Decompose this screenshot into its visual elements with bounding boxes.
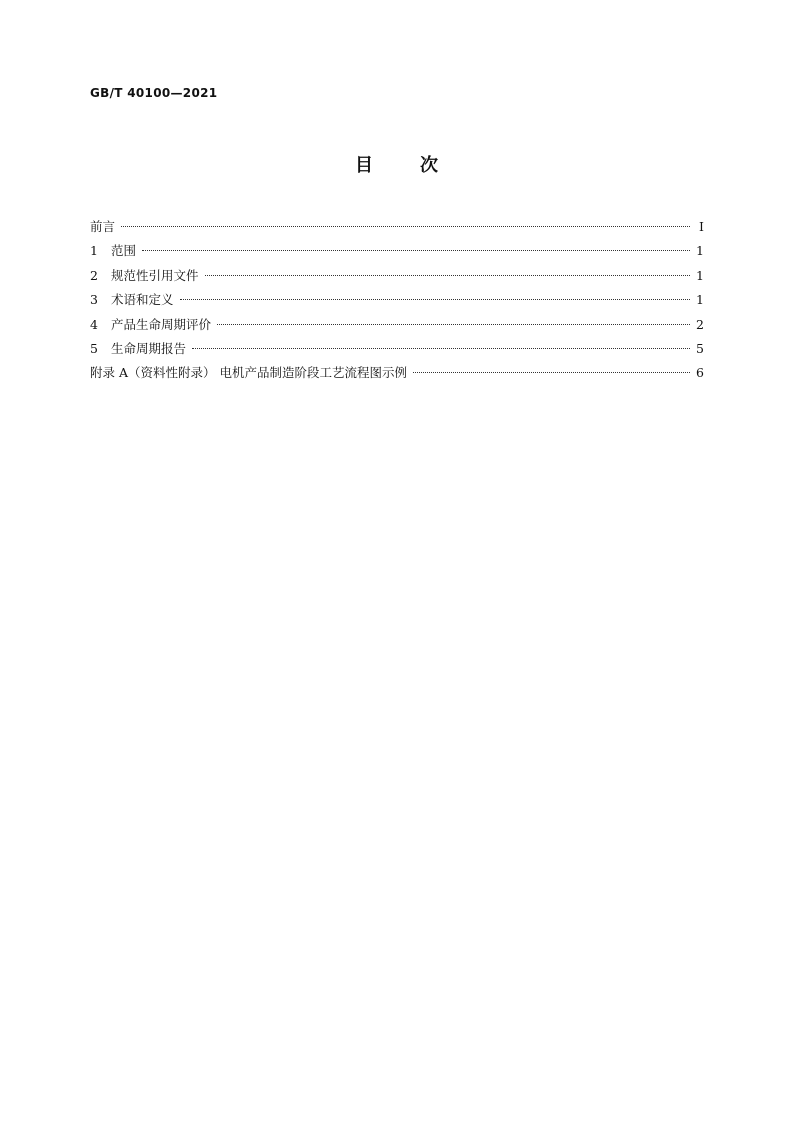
toc-entry-lifecycle-assessment[interactable]: [90, 315, 704, 339]
toc-entry-label: 附录 A（资料性附录） 电机产品制造阶段工艺流程图示例: [90, 365, 407, 381]
toc-entry-terms-definitions[interactable]: [90, 290, 704, 314]
toc-leader: [205, 275, 690, 276]
toc-leader: [192, 348, 690, 349]
toc-entry-appendix-a[interactable]: [90, 363, 704, 387]
toc-entry-label: 5 生命周期报告: [90, 340, 187, 356]
toc-page-number: 1: [696, 267, 704, 283]
toc-entry-label: 1 范围: [90, 243, 137, 259]
toc-page-number: 1: [696, 243, 704, 259]
toc-entry-lifecycle-report[interactable]: [90, 339, 704, 363]
toc-entry-label: 4 产品生命周期评价: [90, 316, 212, 332]
page-title-char-1: 目: [355, 155, 374, 176]
toc-entry-number: 1: [90, 243, 98, 259]
toc-leader: [142, 250, 690, 251]
toc-page-number: 5: [696, 340, 704, 356]
toc-entry-foreword[interactable]: [90, 217, 704, 241]
toc-entry-scope[interactable]: [90, 241, 704, 265]
page-title: [0, 151, 794, 177]
toc-leader: [217, 324, 690, 325]
toc-page-number: 1: [696, 292, 704, 308]
toc-entry-number: 3: [90, 292, 98, 308]
toc-entry-normative-references[interactable]: [90, 266, 704, 290]
toc-entry-label: 3 术语和定义: [90, 292, 174, 308]
toc-page-number: 2: [696, 316, 704, 332]
toc-entry-label: 2 规范性引用文件: [90, 267, 199, 283]
toc-leader: [180, 299, 690, 300]
toc-entry-number: 5: [90, 340, 98, 356]
standard-code: GB/T 40100—2021: [90, 86, 218, 100]
toc-page-number: 6: [696, 365, 704, 381]
toc-page-number: Ⅰ: [699, 219, 704, 234]
toc-entry-label: 前言: [90, 219, 116, 234]
toc-leader: [121, 226, 690, 227]
toc-leader: [413, 372, 690, 373]
table-of-contents: [90, 217, 704, 388]
toc-entry-number: 2: [90, 267, 98, 283]
toc-entry-number: 4: [90, 316, 98, 332]
page-title-char-2: 次: [420, 155, 439, 176]
